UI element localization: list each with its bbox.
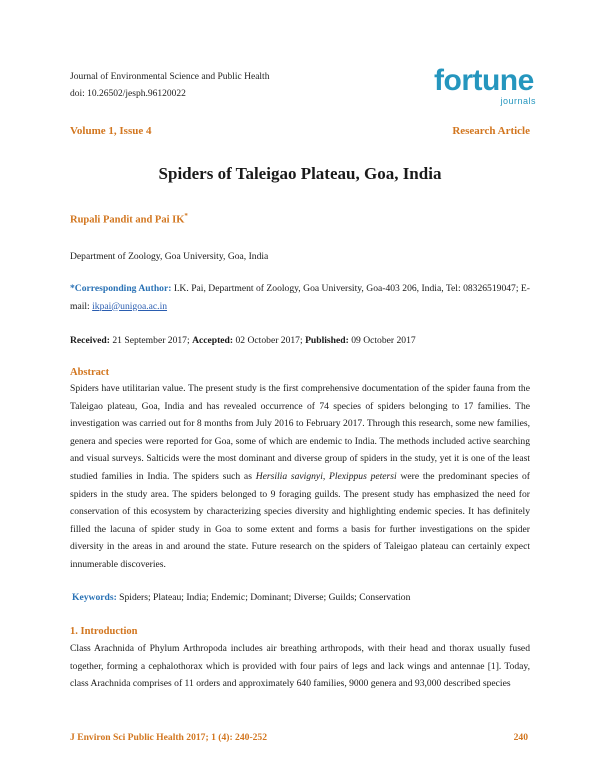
corresponding-text: I.K. Pai, Department of Zoology, Goa University, Goa-403 206, India, Tel: 08326519047; E-mail:	[70, 283, 530, 312]
journal-name: Journal of Environmental Science and Public Health	[70, 72, 270, 82]
introduction-body: Class Arachnida of Phylum Arthropoda includes air breathing arthropods, with their head and thorax usually fused together, forming a cephalothorax which is provided with four pairs of legs and lack wings and antennae [1]. Today, class Arachnida comprises of 11 orders and approximately 640 families, 9000 genera and 93,000 described species	[70, 643, 530, 690]
paper-title: Spiders of Taleigao Plateau, Goa, India	[158, 164, 442, 183]
dates	[70, 334, 416, 347]
author-mark: *	[184, 212, 188, 220]
published-date: 09 October 2017	[351, 335, 416, 346]
accepted-label: Accepted:	[192, 335, 234, 346]
author-names: Rupali Pandit and Pai IK	[70, 214, 185, 226]
corresponding-label: *Corresponding Author:	[70, 283, 172, 294]
published-label: Published:	[305, 335, 349, 346]
volume-issue: Volume 1, Issue 4	[70, 125, 152, 137]
footer-citation: J Environ Sci Public Health 2017; 1 (4): 240-252	[70, 732, 268, 743]
abstract-species: Hersilia savignyi, Plexippus petersi	[255, 470, 397, 482]
introduction-heading: 1. Introduction	[70, 626, 138, 637]
keywords-label: Keywords:	[72, 592, 117, 603]
doi: doi: 10.26502/jesph.96120022	[70, 89, 186, 99]
abstract-body	[70, 380, 530, 574]
keywords-text: Spiders; Plateau; India; Endemic; Dominant; Diverse; Guilds; Conservation	[119, 592, 411, 603]
abstract-part2: were the predominant species of spiders in the study area. The spiders belonged to 9 foraging guilds. The present study has emphasized the need for conservation of this ecosystem by characterizing species diversity and highlighting endemic species. It has definitely filled the lacuna of spider study in Goa to some extent and forms a basis for further investigations on the spider diversity in the areas in and around the state. Future research on the spiders of Taleigao plateau can certainly expect innumerable discoveries.	[70, 470, 530, 570]
authors	[70, 212, 188, 226]
affiliation: Department of Zoology, Goa University, Goa, India	[70, 251, 269, 262]
logo-word: fortune	[434, 64, 534, 97]
logo-sub: journals	[500, 96, 536, 106]
received-label: Received:	[70, 335, 110, 346]
page-number: 240	[513, 732, 528, 743]
corresponding-author	[70, 280, 530, 315]
email-link[interactable]: ikpai@unigoa.ac.in	[92, 300, 168, 312]
article-type: Research Article	[452, 125, 530, 137]
publisher-logo	[434, 66, 544, 110]
abstract-heading: Abstract	[70, 367, 110, 378]
received-date: 21 September 2017;	[112, 335, 190, 346]
abstract-part1: Spiders have utilitarian value. The present study is the first comprehensive documentation of the spider fauna from the Taleigao plateau, Goa, India and has revealed occurrence of 74 species of spiders belonging to 17 families. The investigation was carried out for 8 months from July 2016 to February 2017. Through this research, some new families, genera and species were reported for Goa, some of which are endemic to India. The methods included active searching and visual surveys. Salticids were the most dominant and diverse group of spiders in the study, yet it is one of the least studied families in India. The spiders such as	[70, 383, 530, 482]
accepted-date: 02 October 2017;	[235, 335, 303, 346]
keywords	[72, 591, 410, 604]
